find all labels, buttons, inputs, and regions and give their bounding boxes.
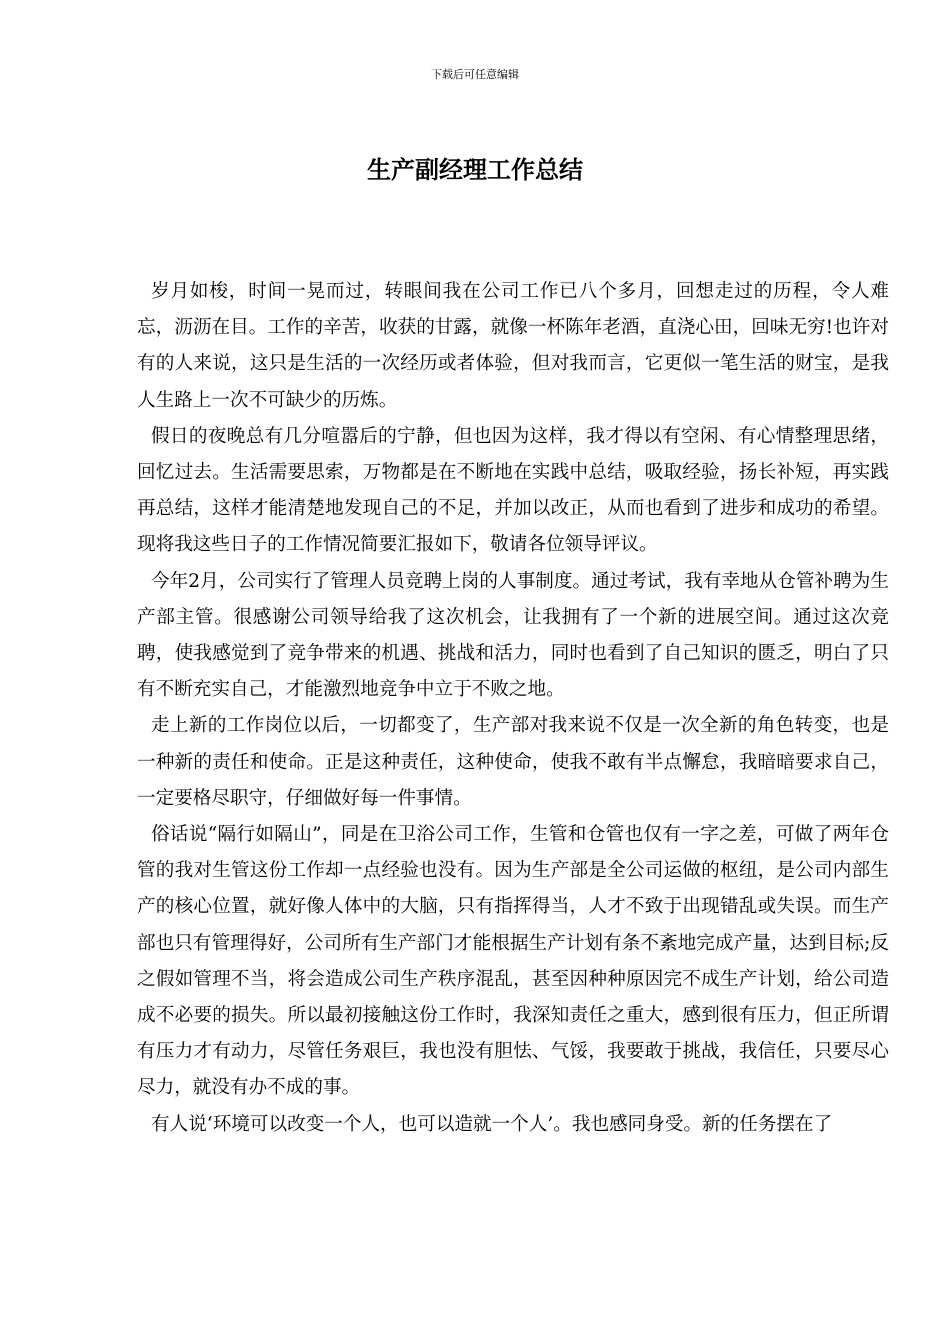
paragraph: 俗话说“隔行如隔山”，同是在卫浴公司工作，生管和仓管也仅有一字之差，可做了两年仓管的我对生管这份工作却一点经验也没有。因为生产部是全公司运做的枢纽，是公司内部生产的核心位置，就好像人体中的大脑，只有指挥得当，人才不致于出现错乱或失误。而生产部也只有管理得好，公司所有生产部门才能根据生产计划有条不紊地完成产量，达到目标;反之假如管理不当，将会造成公司生产秩序混乱，甚至因种种原因完不成生产计划，给公司造成不必要的损失。所以最初接触这份工作时，我深知责任之重大，感到很有压力，但正所谓有压力才有动力，尽管任务艰巨，我也没有胆怯、气馁，我要敢于挑战，我信任，只要尽心尽力，就没有办不成的事。: [137, 824, 889, 1099]
paragraph: 有人说‘环境可以改变一个人，也可以造就一个人’。我也感同身受。新的任务摆在了: [151, 1113, 833, 1135]
paragraph: 走上新的工作岗位以后，一切都变了，生产部对我来说不仅是一次全新的角色转变，也是一种新的责任和使命。正是这种责任，这种使命，使我不敢有半点懈怠，我暗暗要求自己，一定要格尽职守，仔细做好每一件事情。: [137, 715, 889, 809]
document-title: 生产副经理工作总结: [367, 156, 583, 184]
paragraph: 假日的夜晚总有几分喧嚣后的宁静，但也因为这样，我才得以有空闲、有心情整理思绪，回忆过去。生活需要思索，万物都是在不断地在实践中总结，吸取经验，扬长补短，再实践再总结，这样才能清楚地发现自己的不足，并加以改正，从而也看到了进步和成功的希望。现将我这些日子的工作情况简要汇报如下，敬请各位领导评议。: [137, 425, 889, 556]
paragraph: 岁月如梭，时间一晃而过，转眼间我在公司工作已八个多月，回想走过的历程，令人难忘，沥沥在目。工作的辛苦，收获的甘露，就像一杯陈年老酒，直浇心田，回味无穷!也许对有的人来说，这只是生活的一次经历或者体验，但对我而言，它更似一笔生活的财宝，是我人生路上一次不可缺少的历炼。: [137, 281, 889, 411]
paragraph: 今年2月，公司实行了管理人员竞聘上岗的人事制度。通过考试，我有幸地从仓管补聘为生产部主管。很感谢公司领导给我了这次机会，让我拥有了一个新的进展空间。通过这次竞聘，使我感觉到了竞争带来的机遇、挑战和活力，同时也看到了自己知识的匮乏，明白了只有不断充实自己，才能激烈地竞争中立于不败之地。: [137, 570, 889, 701]
header-note: 下载后可任意编辑: [431, 68, 519, 81]
document-body: [137, 274, 889, 1143]
